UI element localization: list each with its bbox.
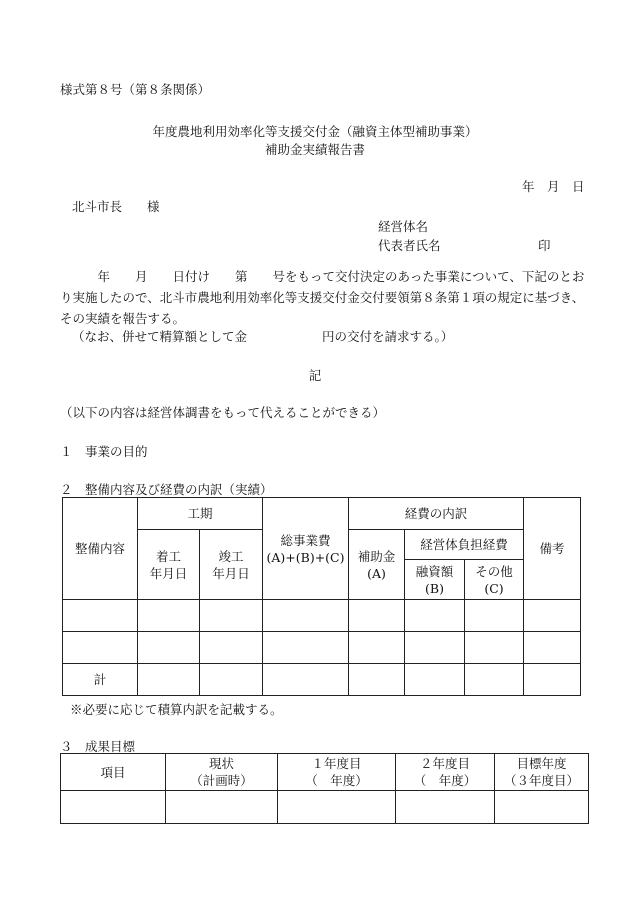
header-total-line2: (A)+(B)+(C) [266,549,345,565]
cell-item[interactable] [63,632,138,664]
substitution-note: （以下の内容は経営体調書をもって代えることができる） [60,405,386,420]
header-end-line1: 竣工 [218,548,244,564]
cell-current[interactable] [166,791,278,824]
header-end [200,530,263,600]
total-row-label: 計 [63,664,138,696]
header-current-line2: （計画時） [190,773,253,788]
header-subsidy [349,530,405,600]
header-other-line1: その他 [475,563,513,579]
cost-breakdown-table [62,497,581,696]
table-row [63,632,581,664]
table2-note: ※必要に応じて積算内訳を記載する。 [70,702,283,717]
header-year1-line2: （ 年度） [305,773,368,788]
header-outcome-item: 項目 [61,754,166,791]
header-loan-line2: (B) [425,580,444,596]
cell-loan[interactable] [405,600,465,632]
cell-total[interactable] [263,600,349,632]
cell-start[interactable] [138,664,200,696]
ki-mark: 記 [308,368,322,383]
header-current-line1: 現状 [208,756,234,771]
header-loan-line1: 融資額 [415,563,454,579]
cell-total[interactable] [263,632,349,664]
document-title-line1: 年度農地利用効率化等支援交付金（融資主体型補助事業） [152,124,478,139]
cell-remarks[interactable] [524,632,581,664]
body-paragraph: 年 月 日付け 第 号をもって交付決定のあった事業について、下記のとおり実施したので、北斗市農地利用効率化等支援交付金交付要領第８条第１項の規定に基づき、その実績を報告する。 [60,269,585,326]
form-number: 様式第８号（第８条関係） [60,82,211,97]
cell-remarks[interactable] [524,664,581,696]
header-other [465,560,524,600]
table-row [61,791,589,824]
cell-total[interactable] [263,664,349,696]
header-start-line2: 年月日 [149,565,188,581]
header-year1 [278,754,396,791]
header-year1-line1: １年度目 [311,756,362,771]
cell-year1[interactable] [278,791,396,824]
cell-item[interactable] [63,600,138,632]
header-year2 [396,754,495,791]
cell-loan[interactable] [405,632,465,664]
cell-start[interactable] [138,600,200,632]
document-title-line2: 補助金実績報告書 [264,142,365,157]
cell-other[interactable] [465,600,524,632]
header-period: 工期 [138,498,263,530]
outcome-target-table [60,753,589,824]
section1-title: １ 事業の目的 [60,444,148,459]
addressee: 北斗市長 様 [72,199,160,214]
header-subsidy-line2: (A) [367,565,386,581]
cell-subsidy[interactable] [349,600,405,632]
header-target-line1: 目標年度 [516,756,567,771]
header-burden: 経営体負担経費 [405,530,524,560]
cell-end[interactable] [200,632,263,664]
cell-other[interactable] [465,632,524,664]
seal-mark: 印 [538,238,551,253]
date-line: 年 月 日 [522,179,585,194]
section3-title: ３ 成果目標 [60,739,136,754]
header-target-line2: （３年度目） [503,773,579,788]
header-end-line2: 年月日 [212,565,250,581]
header-total-line1: 総事業費 [280,532,331,548]
header-other-line2: (C) [484,580,504,596]
cell-other[interactable] [465,664,524,696]
header-year2-line1: ２年度目 [419,756,470,771]
header-start [138,530,200,600]
cell-outcome-item[interactable] [61,791,166,824]
total-row [63,664,581,696]
cell-subsidy[interactable] [349,632,405,664]
body-paragraph-note: （なお、併せて精算額として金 円の交付を請求する。） [72,329,454,344]
cell-target[interactable] [495,791,589,824]
cell-remarks[interactable] [524,600,581,632]
header-subsidy-line1: 補助金 [357,548,396,564]
header-remarks: 備考 [524,498,581,600]
section2-title: ２ 整備内容及び経費の内訳（実績） [60,482,273,497]
cell-start[interactable] [138,632,200,664]
applicant-org-label: 経営体名 [378,219,429,234]
header-start-line1: 着工 [155,548,181,564]
header-loan [405,560,465,600]
table-row [63,600,581,632]
cell-year2[interactable] [396,791,495,824]
header-item: 整備内容 [63,498,138,600]
header-total [263,498,349,600]
header-year2-line2: （ 年度） [413,773,477,788]
cell-end[interactable] [200,600,263,632]
header-target [495,754,589,791]
header-breakdown: 経費の内訳 [349,498,524,530]
cell-loan[interactable] [405,664,465,696]
cell-subsidy[interactable] [349,664,405,696]
header-current [166,754,278,791]
representative-label: 代表者氏名 [378,238,441,253]
cell-end[interactable] [200,664,263,696]
